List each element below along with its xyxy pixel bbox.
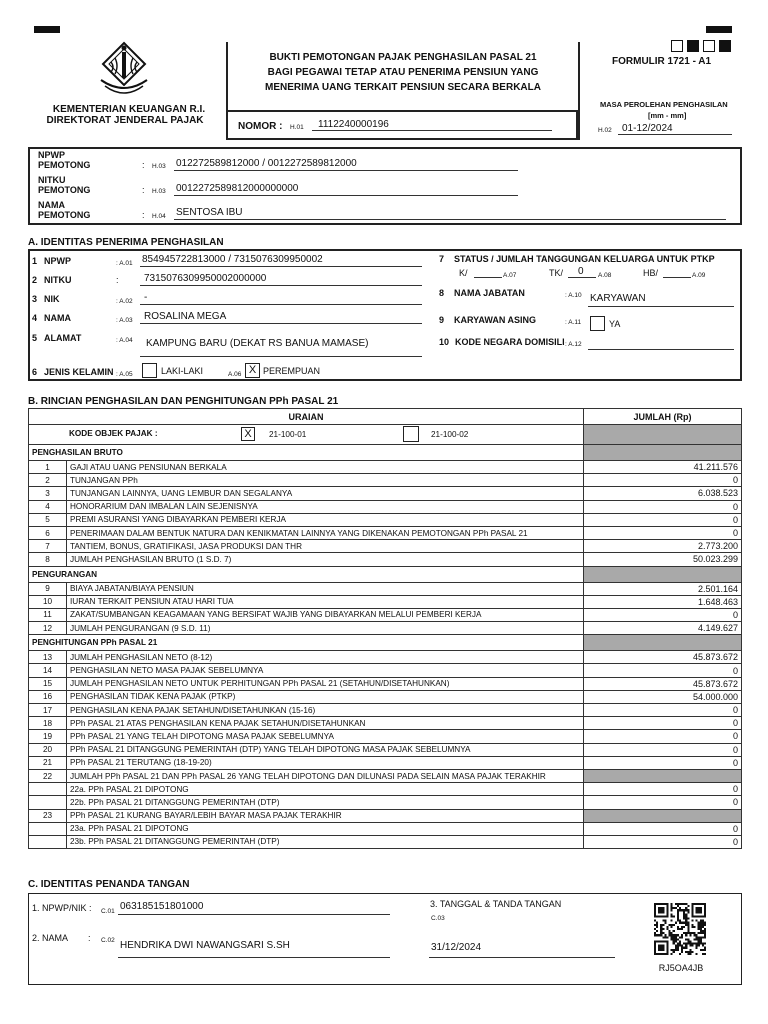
row-amount: 50.023.299 (584, 553, 742, 566)
header-logo (93, 40, 155, 102)
a-f9-code: : A.11 (565, 319, 582, 326)
table-row (29, 783, 742, 796)
karyawan-asing-checkbox[interactable] (590, 316, 605, 331)
hb-underline (663, 277, 691, 278)
row-label: PPh PASAL 21 KURANG BAYAR/LEBIH BAYAR MASA PAJAK TERAKHIR (67, 809, 584, 822)
a-nik-value: - (144, 292, 148, 303)
row-number: 11 (29, 608, 67, 621)
group-penghitungan-label: PENGHITUNGAN PPh PASAL 21 (29, 635, 584, 651)
a-f3-no: 3 (32, 294, 38, 304)
a-f1-label: NPWP (44, 256, 71, 266)
nama-pemotong-code: H.04 (152, 213, 166, 220)
row-label: JUMLAH PPh PASAL 21 DAN PPh PASAL 26 YANG TELAH DIPOTONG DAN DILUNASI PADA SELAIN MASA PAJAK TERAKHIR (67, 769, 584, 782)
row-label: PPh PASAL 21 ATAS PENGHASILAN KENA PAJAK SETAHUN/DISETAHUNKAN (67, 717, 584, 730)
header-divider-right (578, 42, 580, 140)
row-amount: 0 (584, 704, 742, 717)
c-npwp-code: C.01 (101, 908, 115, 915)
a-f5-label: ALAMAT (44, 333, 82, 343)
tk-label: TK/ (549, 268, 564, 278)
hb-code: A.09 (692, 272, 706, 279)
table-row (29, 608, 742, 621)
a-f7-label: STATUS / JUMLAH TANGGUNGAN KELUARGA UNTUK PTKP (454, 254, 715, 264)
a-f9-label: KARYAWAN ASING (454, 315, 537, 325)
nama-pemotong-underline (174, 219, 726, 220)
row-number (29, 783, 67, 796)
row-amount: 45.873.672 (584, 651, 742, 664)
pemotong-box (28, 147, 742, 225)
hb-label: HB/ (643, 268, 659, 278)
c-tanggal-underline (429, 957, 615, 958)
table-row (29, 500, 742, 513)
row-label: JUMLAH PENGHASILAN BRUTO (1 S.D. 7) (67, 553, 584, 566)
a-f10-no: 10 (439, 337, 450, 347)
row-amount: 4.149.627 (584, 622, 742, 635)
table-row (29, 595, 742, 608)
table-row (29, 809, 742, 822)
row-amount: 0 (584, 743, 742, 756)
c-npwp-label: 1. NPWP/NIK : (32, 903, 92, 913)
group-pengurangan-label: PENGURANGAN (29, 566, 584, 582)
form-squares (671, 40, 735, 52)
section-c-title: C. IDENTITAS PENANDA TANGAN (28, 879, 190, 890)
perempuan-checkbox[interactable]: X (245, 363, 260, 378)
a-npwp-underline (140, 266, 422, 267)
form-code: FORMULIR 1721 - A1 (612, 56, 712, 67)
qr-caption: RJ5OA4JB (658, 963, 704, 973)
row-label: TUNJANGAN LAINNYA, UANG LEMBUR DAN SEGALANYA (67, 487, 584, 500)
a-nama-value: ROSALINA MEGA (144, 311, 227, 322)
table-row (29, 730, 742, 743)
row-label: 23b. PPh PASAL 21 DITANGGUNG PEMERINTAH (DTP) (67, 835, 584, 848)
nitku-pemotong-underline (174, 195, 518, 196)
nitku-pemotong-code: H.03 (152, 188, 166, 195)
row-amount: 0 (584, 664, 742, 677)
row-label: PENERIMAAN DALAM BENTUK NATURA DAN KENIKMATAN LAINNYA YANG DIKENAKAN PEMOTONGAN PPh PASAL 21 (67, 526, 584, 539)
masa-underline (618, 134, 732, 135)
table-row (29, 526, 742, 539)
a-jabatan-value: KARYAWAN (590, 293, 646, 304)
row-label: PENGHASILAN TIDAK KENA PAJAK (PTKP) (67, 690, 584, 703)
row-number: 18 (29, 717, 67, 730)
k-code: A.07 (503, 272, 517, 279)
a-f5-code: : A.04 (116, 337, 133, 344)
c-npwp-value: 063185151801000 (120, 901, 204, 912)
nomor-label: NOMOR : (238, 121, 283, 132)
row-label: IURAN TERKAIT PENSIUN ATAU HARI TUA (67, 595, 584, 608)
row-amount: 0 (584, 822, 742, 835)
row-amount: 0 (584, 717, 742, 730)
col-jumlah-header: JUMLAH (Rp) (584, 409, 742, 425)
row-number: 15 (29, 677, 67, 690)
row-number: 10 (29, 595, 67, 608)
row-label: ZAKAT/SUMBANGAN KEAGAMAAN YANG BERSIFAT WAJIB YANG DIBAYARKAN MELALUI PEMBERI KERJA (67, 608, 584, 621)
c-tanggal-value: 31/12/2024 (431, 942, 482, 953)
a-f1-no: 1 (32, 256, 38, 266)
row-label: HONORARIUM DAN IMBALAN LAIN SEJENISNYA (67, 500, 584, 513)
row-amount (584, 809, 742, 822)
a-f4-label: NAMA (44, 313, 71, 323)
row-label: 22b. PPh PASAL 21 DITANGGUNG PEMERINTAH (DTP) (67, 796, 584, 809)
row-number: 2 (29, 474, 67, 487)
kode-21-100-02-checkbox[interactable] (403, 426, 419, 442)
row-label: TUNJANGAN PPh (67, 474, 584, 487)
a-f8-no: 8 (439, 288, 445, 298)
npwp-pemotong-underline (174, 170, 518, 171)
row-amount: 2.501.164 (584, 582, 742, 595)
row-number: 16 (29, 690, 67, 703)
nitku-pemotong-label-1: NITKU (38, 175, 66, 185)
c-nama-value: HENDRIKA DWI NAWANGSARI S.SH (120, 940, 290, 951)
table-row (29, 796, 742, 809)
row-number: 7 (29, 540, 67, 553)
nitku-pemotong-value: 0012272589812000000000 (176, 183, 299, 194)
row-amount: 0 (584, 796, 742, 809)
k-underline (474, 277, 502, 278)
row-number: 14 (29, 664, 67, 677)
nama-pemotong-colon: : (142, 210, 145, 220)
row-amount: 1.648.463 (584, 595, 742, 608)
a-f6-label: JENIS KELAMIN (44, 367, 114, 377)
table-row (29, 822, 742, 835)
a-f2-label: NITKU (44, 275, 72, 285)
c-nama-label: 2. NAMA (32, 933, 69, 943)
row-amount: 6.038.523 (584, 487, 742, 500)
form-title-line2: BAGI PEGAWAI TETAP ATAU PENERIMA PENSIUN YANG (267, 67, 539, 78)
group-row-pengurangan (29, 566, 742, 582)
table-row (29, 664, 742, 677)
c-npwp-underline (118, 914, 390, 915)
row-number (29, 835, 67, 848)
npwp-pemotong-label-1: NPWP (38, 150, 65, 160)
row-amount: 54.000.000 (584, 690, 742, 703)
section-a-title: A. IDENTITAS PENERIMA PENGHASILAN (28, 237, 224, 248)
table-row (29, 540, 742, 553)
k-label: K/ (459, 268, 468, 278)
tk-code: A.08 (598, 272, 612, 279)
row-number: 13 (29, 651, 67, 664)
c-tanggal-code: C.03 (431, 915, 445, 922)
a-f7-no: 7 (439, 254, 445, 264)
a-f4-code: : A.03 (116, 317, 133, 324)
a-f10-label: KODE NEGARA DOMISILI (455, 337, 565, 347)
section-a-box (28, 249, 742, 381)
row-number: 6 (29, 526, 67, 539)
row-label: PREMI ASURANSI YANG DIBAYARKAN PEMBERI KERJA (67, 513, 584, 526)
a-f10-code: : A.12 (565, 341, 582, 348)
nitku-pemotong-colon: : (142, 185, 145, 195)
row-number: 1 (29, 461, 67, 474)
row-label: GAJI ATAU UANG PENSIUNAN BERKALA (67, 461, 584, 474)
row-amount (584, 769, 742, 782)
row-amount: 0 (584, 756, 742, 769)
row-amount: 0 (584, 783, 742, 796)
group-row-penghitungan (29, 635, 742, 651)
a-nitku-value: 7315076309950002000000 (144, 273, 267, 284)
corner-mark-left (34, 26, 60, 33)
table-row (29, 835, 742, 848)
row-label: JUMLAH PENGHASILAN NETO (8-12) (67, 651, 584, 664)
row-number: 8 (29, 553, 67, 566)
table-row (29, 769, 742, 782)
nomor-underline (312, 130, 552, 131)
row-number: 23 (29, 809, 67, 822)
row-amount: 0 (584, 474, 742, 487)
a-f1-code: : A.01 (116, 260, 133, 267)
ministry-name: KEMENTERIAN KEUANGAN R.I. (52, 104, 206, 115)
table-row (29, 704, 742, 717)
qr-code-icon (654, 903, 706, 955)
row-number: 21 (29, 756, 67, 769)
a-f5-no: 5 (32, 333, 38, 343)
row-label: JUMLAH PENGHASILAN NETO UNTUK PERHITUNGAN PPh PASAL 21 (SETAHUN/DISETAHUNKAN) (67, 677, 584, 690)
nomor-value: 1112240000196 (318, 119, 389, 130)
laki-laki-label: LAKI-LAKI (161, 366, 204, 376)
a-f8-code: : A.10 (565, 292, 582, 299)
row-label: PPh PASAL 21 YANG TELAH DIPOTONG MASA PAJAK SEBELUMNYA (67, 730, 584, 743)
row-number: 22 (29, 769, 67, 782)
table-row (29, 717, 742, 730)
row-number: 12 (29, 622, 67, 635)
a-jabatan-underline (588, 306, 734, 307)
c-nama-underline (118, 957, 390, 958)
table-row (29, 756, 742, 769)
laki-laki-checkbox[interactable] (142, 363, 157, 378)
directorate-name: DIREKTORAT JENDERAL PAJAK (46, 115, 204, 126)
row-amount: 0 (584, 526, 742, 539)
table-row (29, 513, 742, 526)
c-nama-colon: : (88, 933, 91, 943)
row-label: BIAYA JABATAN/BIAYA PENSIUN (67, 582, 584, 595)
npwp-pemotong-label-2: PEMOTONG (38, 160, 91, 170)
row-amount: 0 (584, 500, 742, 513)
a-f6-code: : A.05 (116, 371, 133, 378)
row-amount: 0 (584, 730, 742, 743)
masa-format: [mm - mm] (648, 111, 687, 120)
row-number: 17 (29, 704, 67, 717)
table-row (29, 582, 742, 595)
kode-objek-row (29, 425, 742, 445)
a-alamat-value: KAMPUNG BARU (DEKAT RS BANUA MAMASE) (146, 338, 369, 349)
a-negara-underline (588, 349, 734, 350)
kemenkeu-logo-icon (93, 40, 155, 102)
a-f8-label: NAMA JABATAN (454, 288, 525, 298)
perempuan-label: PEREMPUAN (263, 366, 321, 376)
nomor-code: H.01 (290, 124, 304, 131)
row-amount: 2.773.200 (584, 540, 742, 553)
kode-objek-amount-cell (584, 425, 742, 445)
nama-pemotong-label-2: PEMOTONG (38, 210, 91, 220)
a-f6-code2: A.06 (228, 371, 242, 378)
nitku-pemotong-label-2: PEMOTONG (38, 185, 91, 195)
table-row (29, 553, 742, 566)
a-nik-underline (140, 304, 422, 305)
row-label: PPh PASAL 21 TERUTANG (18-19-20) (67, 756, 584, 769)
kode-objek-label: KODE OBJEK PAJAK : (69, 429, 158, 438)
table-row (29, 690, 742, 703)
table-row (29, 743, 742, 756)
table-row (29, 487, 742, 500)
karyawan-asing-ya-label: YA (609, 319, 621, 329)
table-row (29, 474, 742, 487)
a-f3-label: NIK (44, 294, 60, 304)
row-number: 9 (29, 582, 67, 595)
a-f2-code: : (116, 275, 119, 285)
a-f2-no: 2 (32, 275, 38, 285)
masa-code: H.02 (598, 127, 612, 134)
row-label: JUMLAH PENGURANGAN (9 S.D. 11) (67, 622, 584, 635)
a-f3-code: : A.02 (116, 298, 133, 305)
a-nitku-underline (140, 285, 422, 286)
row-amount: 41.211.576 (584, 461, 742, 474)
nama-pemotong-label-1: NAMA (38, 200, 65, 210)
kode-21-100-01-checkbox[interactable]: X (241, 427, 255, 441)
nama-pemotong-value: SENTOSA IBU (176, 207, 243, 218)
row-amount: 0 (584, 513, 742, 526)
row-number: 4 (29, 500, 67, 513)
row-amount: 0 (584, 835, 742, 848)
group-row-bruto (29, 445, 742, 461)
row-label: 22a. PPh PASAL 21 DIPOTONG (67, 783, 584, 796)
form-title-line1: BUKTI PEMOTONGAN PAJAK PENGHASILAN PASAL 21 (269, 52, 537, 63)
tk-value: 0 (578, 266, 584, 277)
section-b-title: B. RINCIAN PENGHASILAN DAN PENGHITUNGAN PPh PASAL 21 (28, 396, 339, 407)
form-title-line3: MENERIMA UANG TERKAIT PENSIUN SECARA BERKALA (265, 82, 541, 93)
row-label: PENGHASILAN NETO MASA PAJAK SEBELUMNYA (67, 664, 584, 677)
masa-value: 01-12/2024 (622, 123, 673, 134)
table-row (29, 622, 742, 635)
col-uraian-header: URAIAN (29, 409, 584, 425)
c-tanggal-label: 3. TANGGAL & TANDA TANGAN (430, 899, 562, 909)
row-label: PPh PASAL 21 DITANGGUNG PEMERINTAH (DTP) YANG TELAH DIPOTONG MASA PAJAK SEBELUMNYA (67, 743, 584, 756)
kode-21-100-01-label: 21-100-01 (269, 430, 307, 439)
a-f4-no: 4 (32, 313, 38, 323)
masa-label: MASA PEROLEHAN PENGHASILAN (600, 100, 728, 109)
row-label: 23a. PPh PASAL 21 DIPOTONG (67, 822, 584, 835)
rincian-table (28, 408, 742, 849)
row-number: 3 (29, 487, 67, 500)
table-row (29, 677, 742, 690)
row-number: 19 (29, 730, 67, 743)
row-amount: 45.873.672 (584, 677, 742, 690)
kode-21-100-02-label: 21-100-02 (431, 430, 469, 439)
npwp-pemotong-code: H.03 (152, 163, 166, 170)
a-nama-underline (140, 323, 422, 324)
corner-mark-right (706, 26, 732, 33)
row-label: TANTIEM, BONUS, GRATIFIKASI, JASA PRODUKSI DAN THR (67, 540, 584, 553)
row-amount: 0 (584, 608, 742, 621)
tk-underline (568, 277, 596, 278)
c-nama-code: C.02 (101, 937, 115, 944)
npwp-pemotong-colon: : (142, 160, 145, 170)
rincian-header-row (29, 409, 742, 425)
row-label: PENGHASILAN KENA PAJAK SETAHUN/DISETAHUNKAN (15-16) (67, 704, 584, 717)
table-row (29, 461, 742, 474)
table-row (29, 651, 742, 664)
npwp-pemotong-value: 012272589812000 / 0012272589812000 (176, 158, 357, 169)
row-number (29, 796, 67, 809)
row-number (29, 822, 67, 835)
row-number: 5 (29, 513, 67, 526)
a-f6-no: 6 (32, 367, 38, 377)
a-alamat-underline (140, 356, 422, 357)
a-npwp-value: 854945722813000 / 7315076309950002 (142, 254, 323, 265)
a-f9-no: 9 (439, 315, 445, 325)
group-bruto-label: PENGHASILAN BRUTO (29, 445, 584, 461)
row-number: 20 (29, 743, 67, 756)
